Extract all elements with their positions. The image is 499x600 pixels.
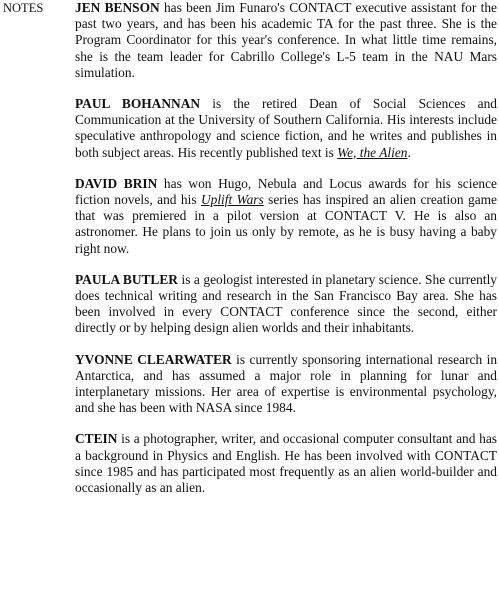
bio-name: JEN BENSON: [75, 0, 160, 15]
bio-paragraph-brin: [75, 176, 497, 257]
bio-paragraph-ctein: [75, 431, 497, 496]
bio-paragraph-benson: [75, 0, 497, 81]
bio-text: is a geologist interested in planetary science. She currently does technical writing and research in the San Francisco Bay area. She has been involved in every CONTACT conference since the second, either directly or by helping design alien worlds and their inhabitants.: [75, 271, 497, 336]
bio-text-end: .: [407, 144, 411, 160]
bio-list: [75, 0, 497, 511]
bio-text: is a photographer, writer, and occasional computer consultant and has a background in Physics and English. He has been involved with CONTACT since 1985 and has participated most frequently as an alien world-builder and occasionally as an alien.: [75, 431, 497, 496]
bio-text-end: series has inspired an alien creation game that was premiered in a pilot version at CONTACT V. He is also an astronomer. He plans to join us only by remote, as he is busy having a baby right now.: [75, 192, 497, 256]
book-title: Uplift Wars: [200, 192, 264, 208]
bio-name: PAUL BOHANNAN: [75, 96, 201, 112]
notes-label: NOTES: [3, 1, 44, 15]
bio-name: CTEIN: [75, 431, 118, 447]
bio-name: DAVID BRIN: [75, 175, 158, 191]
book-title: We, the Alien: [337, 144, 408, 160]
bio-paragraph-bohannan: [75, 96, 497, 161]
bio-paragraph-clearwater: [75, 352, 497, 417]
bio-paragraph-butler: [75, 272, 497, 337]
bio-text: has won Hugo, Nebula and Locus awards for his science fiction novels, and his: [75, 175, 497, 208]
bio-name: YVONNE CLEARWATER: [75, 351, 232, 367]
bio-text: is the retired Dean of Social Sciences and Communication at the University of Southern California. His interests include speculative anthropology and science fiction, and he writes and publishes in both subject areas. His recently published text is: [75, 96, 497, 160]
bio-text: has been Jim Funaro's CONTACT executive assistant for the past two years, and has been his academic TA for the past three. She is the Program Coordinator for this year's conference. In what little time remains, she is the team leader for Cabrillo College's L-5 team in the NAU Mars simulation.: [75, 0, 497, 80]
bio-text: is currently sponsoring international research in Antarctica, and has assumed a major role in planning for lunar and interplanetary missions. Her area of expertise is environmental psychology, and she has been with NASA since 1984.: [75, 351, 498, 416]
bio-name: PAULA BUTLER: [75, 271, 178, 287]
